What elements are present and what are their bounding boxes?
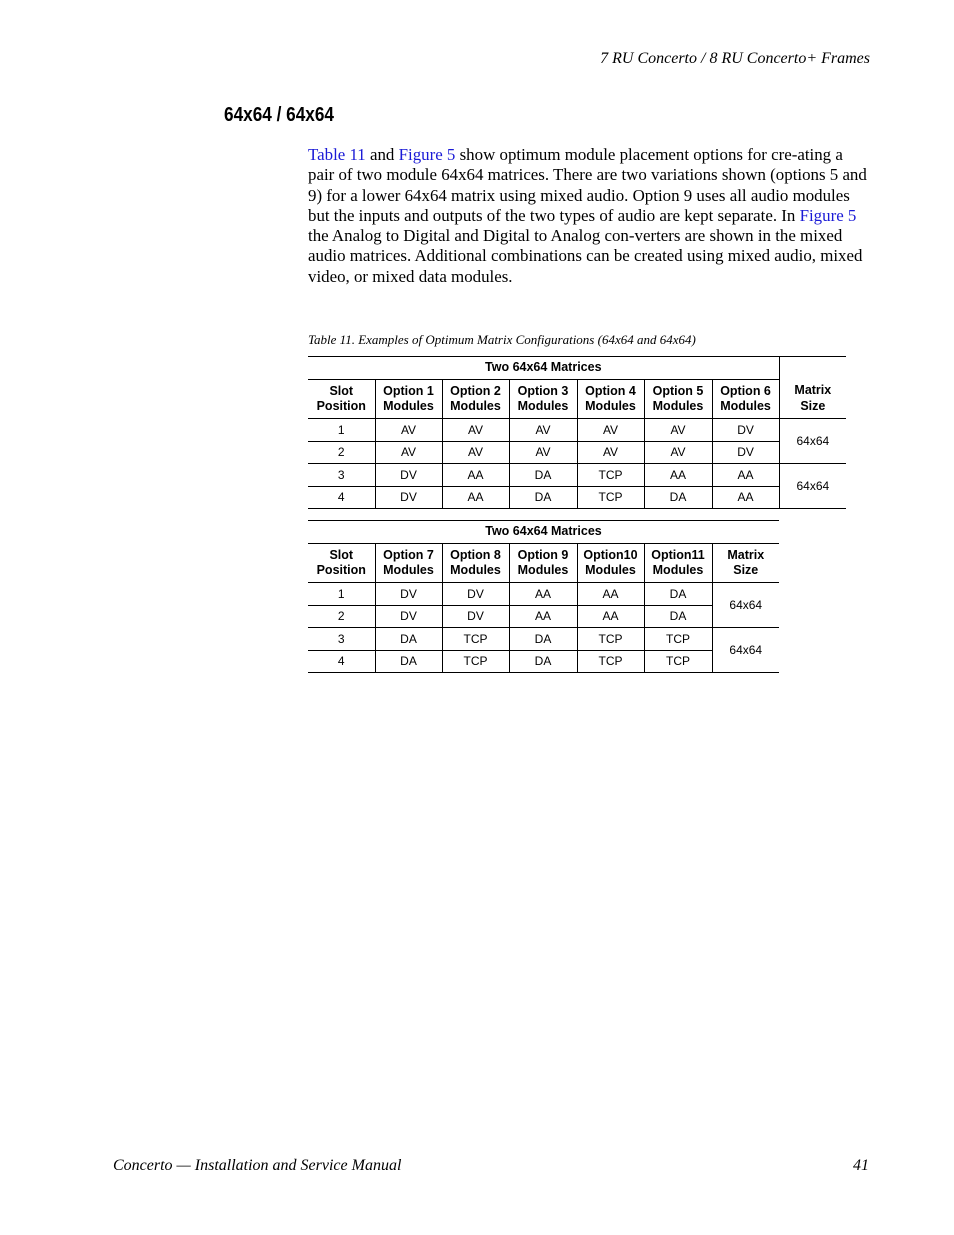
table-cell: AV — [375, 419, 442, 442]
table-row — [308, 419, 846, 442]
table-cell: 2 — [308, 441, 375, 464]
table-cell: DV — [442, 583, 509, 606]
table-cell: TCP — [577, 628, 644, 651]
table-cell: AV — [509, 441, 577, 464]
table-cell: 4 — [308, 650, 375, 673]
matrix-table-2 — [308, 520, 779, 673]
table-cell: DA — [644, 605, 712, 628]
table-cell: AA — [442, 486, 509, 509]
column-header: Slot Position — [308, 544, 375, 583]
table-cell: AA — [712, 486, 779, 509]
group-header-spacer — [779, 357, 846, 380]
table-cell: DV — [375, 486, 442, 509]
column-header: Option 3 Modules — [509, 380, 577, 419]
table-cell: DA — [509, 486, 577, 509]
table-cell: AA — [577, 583, 644, 606]
table-cell: TCP — [577, 464, 644, 487]
table-cell: AV — [577, 419, 644, 442]
table-cell: 4 — [308, 486, 375, 509]
table-row — [308, 650, 779, 673]
running-footer: Concerto — Installation and Service Manual — [113, 1157, 402, 1174]
table-cell: AA — [509, 605, 577, 628]
column-header: Option 1 Modules — [375, 380, 442, 419]
figure-5-link-2[interactable]: Figure 5 — [799, 205, 857, 225]
column-header: Option11 Modules — [644, 544, 712, 583]
figure-5-link[interactable]: Figure 5 — [398, 145, 456, 164]
table-cell: AV — [644, 441, 712, 464]
table-cell: AA — [712, 464, 779, 487]
table-row — [308, 583, 779, 606]
column-header: Option 4 Modules — [577, 380, 644, 419]
column-header: Matrix Size — [712, 544, 779, 583]
para-text-3: the Analog to Digital and Digital to Analog con-verters are shown in the mixed audio matrices. Additional combinations can be created using mixed audio, mixed video, or mixed data modules. — [308, 226, 863, 286]
para-text-1: and — [365, 145, 399, 164]
table-cell: DV — [375, 605, 442, 628]
column-header: Option 2 Modules — [442, 380, 509, 419]
table-cell: 2 — [308, 605, 375, 628]
para-text-2: show optimum module placement options for cre-ating a pair of two module 64x64 matrices. There are two variations shown (options 5 and 9) for a lower 64x64 matrix using mixed audio. Option 9 uses all audio modules but the inputs and outputs of the two types of audio are kept separate. In — [308, 145, 867, 225]
table-row — [308, 605, 779, 628]
table-cell: AA — [509, 583, 577, 606]
table-row — [308, 486, 846, 509]
table-row — [308, 464, 846, 487]
table-cell: DV — [375, 464, 442, 487]
column-header: Option 7 Modules — [375, 544, 442, 583]
matrix-table-1 — [308, 356, 846, 509]
body-paragraph — [308, 145, 870, 287]
section-title: 64x64 / 64x64 — [224, 104, 334, 126]
column-header: Option 8 Modules — [442, 544, 509, 583]
table-cell: DA — [509, 464, 577, 487]
table-cell: DA — [375, 650, 442, 673]
table-cell: AV — [577, 441, 644, 464]
matrix-size-cell: 64x64 — [779, 464, 846, 509]
table-cell: TCP — [577, 650, 644, 673]
table-cell: AV — [442, 441, 509, 464]
table-cell: AA — [442, 464, 509, 487]
table-cell: DV — [442, 605, 509, 628]
page-number: 41 — [853, 1157, 869, 1174]
table-cell: 3 — [308, 464, 375, 487]
table-cell: DA — [644, 486, 712, 509]
table-cell: TCP — [442, 628, 509, 651]
table-cell: DA — [644, 583, 712, 606]
table-cell: TCP — [442, 650, 509, 673]
column-header: Option 9 Modules — [509, 544, 577, 583]
table-11-link[interactable]: Table 11 — [308, 145, 366, 164]
matrix-size-cell: 64x64 — [712, 583, 779, 628]
column-header: Matrix Size — [779, 380, 846, 419]
table-row — [308, 628, 779, 651]
table-caption: Table 11. Examples of Optimum Matrix Configurations (64x64 and 64x64) — [308, 332, 696, 347]
table-cell: DV — [712, 419, 779, 442]
table-cell: AV — [442, 419, 509, 442]
group-header: Two 64x64 Matrices — [308, 357, 779, 380]
table-cell: AV — [509, 419, 577, 442]
matrix-size-cell: 64x64 — [779, 419, 846, 464]
column-header: Option10 Modules — [577, 544, 644, 583]
table-cell: 1 — [308, 583, 375, 606]
column-header: Option 5 Modules — [644, 380, 712, 419]
column-header: Slot Position — [308, 380, 375, 419]
table-cell: AV — [375, 441, 442, 464]
table-cell: DV — [712, 441, 779, 464]
table-cell: DV — [375, 583, 442, 606]
column-header: Option 6 Modules — [712, 380, 779, 419]
table-cell: DA — [375, 628, 442, 651]
table-cell: TCP — [577, 486, 644, 509]
table-cell: TCP — [644, 628, 712, 651]
table-cell: AV — [644, 419, 712, 442]
table-cell: TCP — [644, 650, 712, 673]
table-cell: AA — [644, 464, 712, 487]
table-cell: DA — [509, 628, 577, 651]
running-header: 7 RU Concerto / 8 RU Concerto+ Frames — [600, 50, 870, 67]
table-cell: 3 — [308, 628, 375, 651]
table-row — [308, 441, 846, 464]
table-cell: DA — [509, 650, 577, 673]
matrix-size-cell: 64x64 — [712, 628, 779, 673]
table-cell: AA — [577, 605, 644, 628]
group-header: Two 64x64 Matrices — [308, 521, 779, 544]
table-cell: 1 — [308, 419, 375, 442]
